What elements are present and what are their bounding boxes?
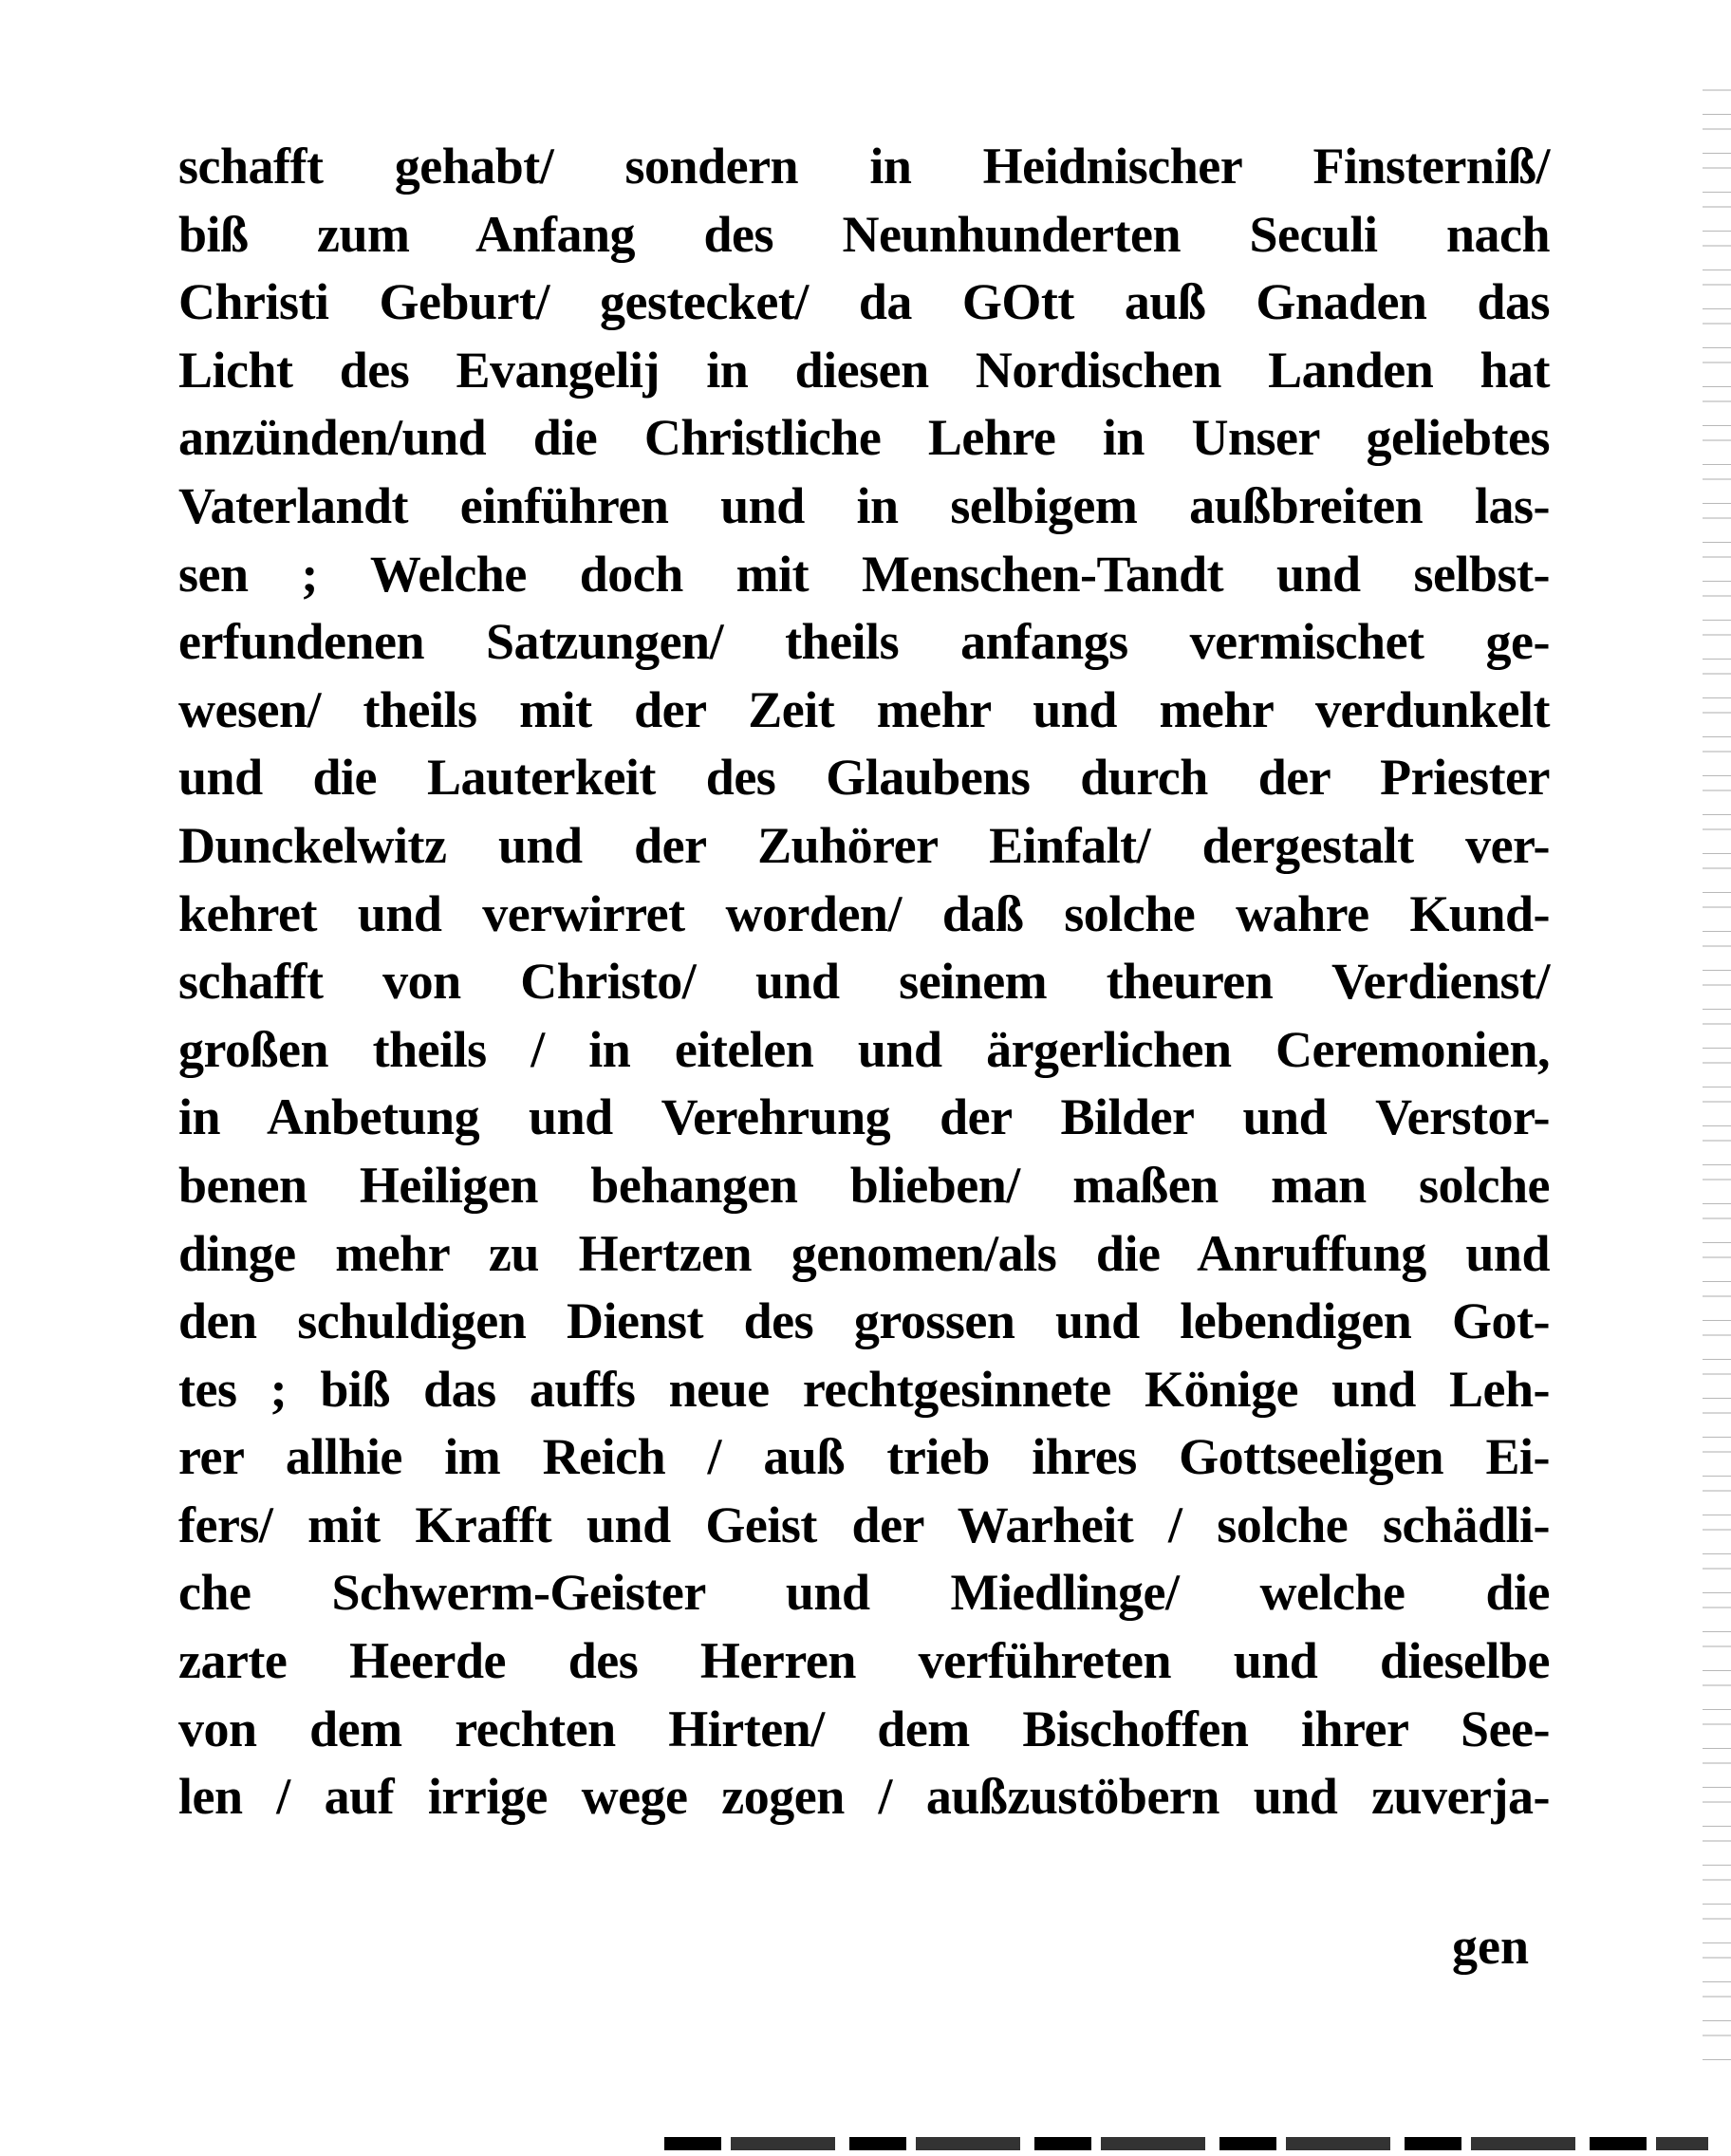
text-line: erfundenen Satzungen/ theils anfangs vermischet ge- (178, 613, 1550, 671)
text-line: schafft gehabt/ sondern in Heidnischer Finsterniß/ (178, 138, 1550, 195)
text-line: dinge mehr zu Hertzen genomen/als die Anruffung und (178, 1224, 1550, 1282)
text-line: wesen/ theils mit der Zeit mehr und mehr verdunkelt (178, 680, 1550, 738)
scan-edge-noise (1703, 76, 1731, 2069)
text-line: fers/ mit Krafft und Geist der Warheit / solche schädli- (178, 1496, 1550, 1553)
text-line: von dem rechten Hirten/ dem Bischoffen ihrer See- (178, 1700, 1550, 1757)
text-line: rer allhie im Reich / auß trieb ihres Gottseeligen Ei- (178, 1428, 1550, 1486)
text-line: in Anbetung und Verehrung der Bilder und Verstor- (178, 1088, 1550, 1146)
text-line: schafft von Christo/ und seinem theuren Verdienst/ (178, 953, 1550, 1011)
text-line: kehret und verwirret worden/ daß solche wahre Kund- (178, 884, 1550, 942)
text-line: biß zum Anfang des Neunhunderten Seculi nach (178, 205, 1550, 263)
text-line: tes ; biß das auffs neue rechtgesinnete Könige und Leh- (178, 1360, 1550, 1418)
text-line: len / auf irrige wege zogen / außzustöbern und zuverja- (178, 1768, 1550, 1826)
text-line: den schuldigen Dienst des grossen und lebendigen Got- (178, 1292, 1550, 1350)
body-text (178, 133, 1550, 1831)
text-line: und die Lauterkeit des Glaubens durch der Priester (178, 749, 1550, 807)
text-line: zarte Heerde des Herren verführeten und dieselbe (178, 1632, 1550, 1690)
catchword: gen (1452, 1918, 1529, 1975)
text-line: Licht des Evangelij in diesen Nordischen Landen hat (178, 341, 1550, 399)
text-line: che Schwerm-Geister und Miedlinge/ welche die (178, 1564, 1550, 1622)
text-line: Christi Geburt/ gestecket/ da GOtt auß Gnaden das (178, 273, 1550, 331)
text-line: sen ; Welche doch mit Menschen-Tandt und selbst- (178, 545, 1550, 603)
text-line: benen Heiligen behangen blieben/ maßen man solche (178, 1156, 1550, 1214)
text-line: Dunckelwitz und der Zuhörer Einfalt/ dergestalt ver- (178, 816, 1550, 874)
text-line: Vaterlandt einführen und in selbigem außbreiten las- (178, 476, 1550, 534)
scan-bottom-artifact (664, 2137, 1708, 2150)
text-line: anzünden/und die Christliche Lehre in Unser geliebtes (178, 409, 1550, 467)
text-line: großen theils / in eitelen und ärgerlichen Ceremonien, (178, 1020, 1550, 1078)
